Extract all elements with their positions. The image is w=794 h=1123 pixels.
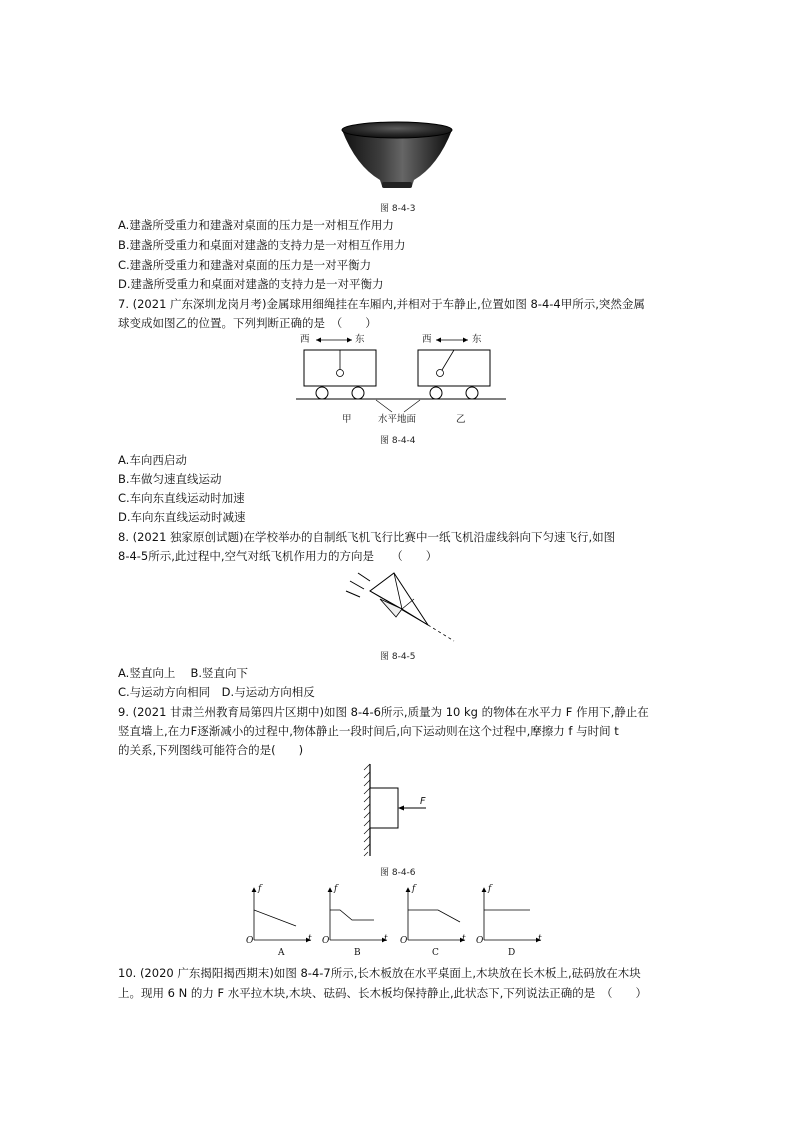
cart-figure [296, 330, 506, 426]
figure-caption: 图 8-4-5 [380, 652, 416, 662]
graph-c [408, 888, 464, 940]
q7-option-d: D.车向东直线运动时减速 [118, 510, 246, 524]
graph-c-f-label: f [412, 884, 416, 894]
graph-d-origin: O [476, 936, 484, 946]
q6-option-d: D.建盏所受重力和桌面对建盏的支持力是一对平衡力 [118, 277, 384, 291]
wall-block-figure [362, 762, 442, 858]
q8-stem-line1: 8. (2021 独家原创试题)在学校举办的自制纸飞机飞行比赛中一纸飞机沿虚线斜向下匀速飞行,如图 [118, 530, 616, 544]
figure-caption: 图 8-4-4 [380, 436, 416, 446]
graph-options [246, 884, 546, 962]
q7-option-c: C.车向东直线运动时加速 [118, 491, 245, 505]
graph-a-f-label: f [258, 884, 262, 894]
west-label-left: 西 [300, 334, 310, 345]
graph-d-t-label: t [538, 934, 542, 944]
figure-caption: 图 8-4-6 [380, 868, 416, 878]
q9-stem-line2: 竖直墙上,在力F逐渐减小的过程中,物体静止一段时间后,向下运动则在这个过程中,摩擦力 f 与时间 t [118, 724, 619, 738]
graph-d-label: D [508, 948, 516, 958]
figure-caption: 图 8-4-3 [380, 204, 416, 214]
q7-option-a: A.车向西启动 [118, 453, 187, 467]
q9-stem-line3: 的关系,下列图线可能符合的是( ) [118, 743, 304, 757]
cart-label-yi: 乙 [456, 414, 466, 425]
east-label-left: 东 [355, 334, 365, 345]
cart-label-jia: 甲 [342, 414, 352, 425]
q6-option-c: C.建盏所受重力和建盏对桌面的压力是一对平衡力 [118, 258, 372, 272]
graph-b-t-label: t [384, 934, 388, 944]
graph-b-f-label: f [334, 884, 338, 894]
q10-stem-line2: 上。现用 6 N 的力 F 水平拉木块,木块、砝码、长木板均保持静止,此状态下,下列说法正确的是 （ ） [118, 986, 648, 1000]
graph-a-label: A [278, 948, 285, 958]
graph-a-origin: O [246, 936, 254, 946]
q8-stem-line2: 8-4-5所示,此过程中,空气对纸飞机作用力的方向是 （ ） [118, 549, 438, 563]
q7-option-b: B.车做匀速直线运动 [118, 472, 222, 486]
west-label-right: 西 [422, 334, 432, 345]
paper-plane-figure [340, 565, 458, 645]
graph-c-t-label: t [462, 934, 466, 944]
q7-stem-line1: 7. (2021 广东深圳龙岗月考)金属球用细绳挂在车厢内,并相对于车静止,位置如图 8-4-4甲所示,突然金属 [118, 297, 645, 311]
graph-b-label: B [354, 948, 361, 958]
q9-stem-line1: 9. (2021 甘肃兰州教育局第四片区期中)如图 8-4-6所示,质量为 10 kg 的物体在水平力 F 作用下,静止在 [118, 705, 649, 719]
ground-label: 水平地面 [378, 414, 417, 425]
bowl-figure [338, 118, 456, 190]
graph-b [330, 888, 386, 940]
q10-stem-line1: 10. (2020 广东揭阳揭西期末)如图 8-4-7所示,长木板放在水平桌面上,木块放在长木板上,砝码放在木块 [118, 966, 641, 980]
q8-options-row1: A.竖直向上 B.竖直向下 [118, 666, 249, 680]
graph-c-label: C [432, 948, 439, 958]
q6-option-b: B.建盏所受重力和桌面对建盏的支持力是一对相互作用力 [118, 238, 406, 252]
graph-d-f-label: f [488, 884, 492, 894]
graph-a [254, 888, 310, 940]
graph-d [484, 888, 540, 940]
force-f-label: F [420, 796, 426, 807]
graph-a-t-label: t [308, 934, 312, 944]
east-label-right: 东 [472, 334, 482, 345]
graph-c-origin: O [400, 936, 408, 946]
q8-options-row2: C.与运动方向相同 D.与运动方向相反 [118, 685, 315, 699]
q6-option-a: A.建盏所受重力和建盏对桌面的压力是一对相互作用力 [118, 218, 394, 232]
graph-b-origin: O [322, 936, 330, 946]
q7-stem-line2: 球变成如图乙的位置。下列判断正确的是 （ ） [118, 316, 377, 330]
